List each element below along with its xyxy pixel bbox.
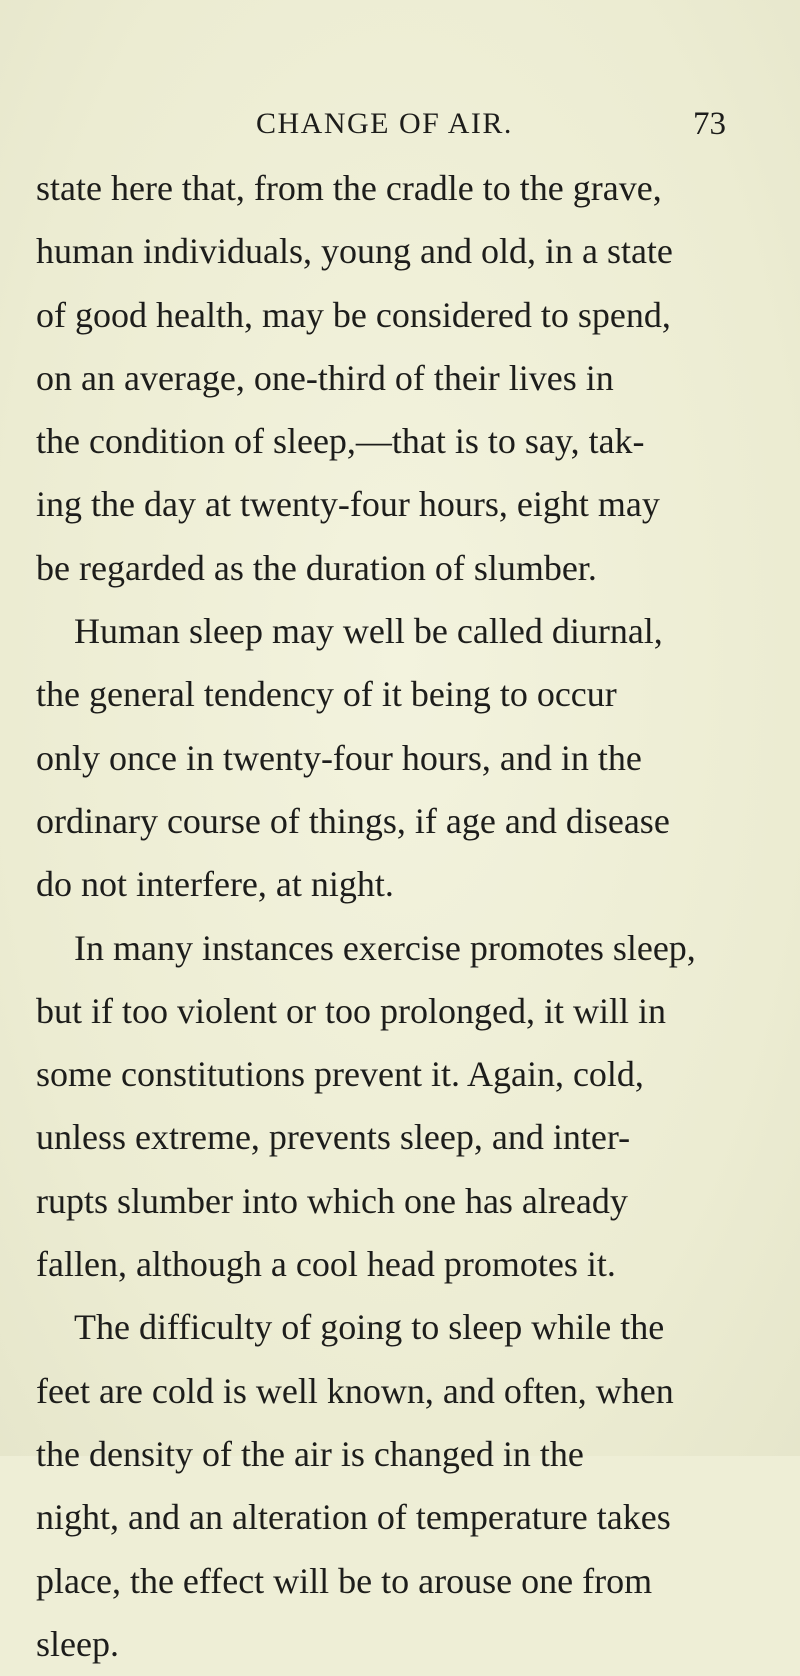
text-line: be regarded as the duration of slumber. (36, 547, 597, 588)
text-line: do not interfere, at night. (36, 864, 394, 905)
text-line: the general tendency of it being to occur (36, 674, 617, 715)
text-line: but if too violent or too prolonged, it will in (36, 990, 666, 1031)
body-text (36, 157, 800, 1676)
running-head: CHANGE OF AIR. (256, 107, 513, 140)
page-number: 73 (693, 106, 726, 142)
paragraph-start-line: In many instances exercise promotes sleep, (74, 927, 696, 968)
text-line: only once in twenty-four hours, and in the (36, 737, 642, 778)
paragraph-start-line: The difficulty of going to sleep while the (74, 1307, 665, 1348)
text-line: fallen, although a cool head promotes it. (36, 1244, 616, 1285)
text-line: ordinary course of things, if age and disease (36, 800, 670, 841)
text-line: feet are cold is well known, and often, when (36, 1370, 674, 1411)
text-line: ing the day at twenty-four hours, eight may (36, 484, 660, 525)
text-line: sleep. (36, 1623, 119, 1664)
text-line: rupts slumber into which one has already (36, 1180, 628, 1221)
text-line: on an average, one-third of their lives in (36, 357, 614, 398)
text-line: place, the effect will be to arouse one from (36, 1560, 653, 1601)
page-header (0, 98, 800, 150)
text-line: some constitutions prevent it. Again, cold, (36, 1054, 644, 1095)
text-line: human individuals, young and old, in a state (36, 231, 673, 272)
text-line: state here that, from the cradle to the grave, (36, 168, 662, 208)
text-line: night, and an alteration of temperature takes (36, 1497, 671, 1538)
paragraph-start-line: Human sleep may well be called diurnal, (74, 611, 663, 652)
text-line: of good health, may be considered to spend, (36, 294, 671, 335)
text-line: the condition of sleep,—that is to say, tak- (36, 421, 645, 462)
text-line: unless extreme, prevents sleep, and inter- (36, 1117, 631, 1158)
text-line: the density of the air is changed in the (36, 1433, 584, 1474)
